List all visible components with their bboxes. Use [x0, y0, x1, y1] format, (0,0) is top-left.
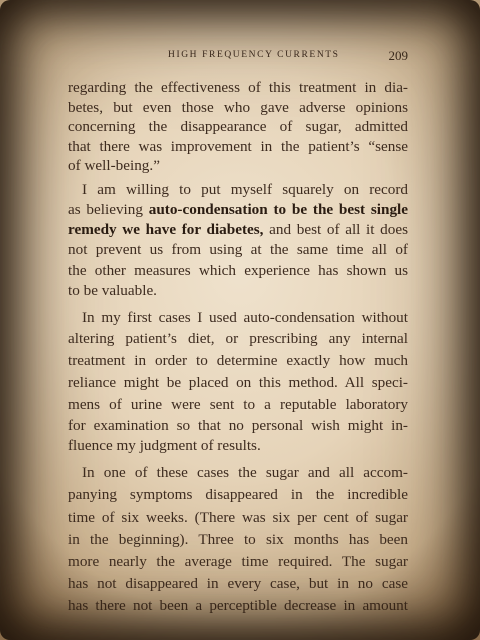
paragraph-1-line-3: concerning the disappearance of sugar, admitted [68, 118, 408, 135]
paragraph-4-line-6: has not disappeared in every case, but in no case [68, 575, 408, 592]
paragraph-4-line-7: has there not been a perceptible decrease in amount [68, 597, 408, 614]
header-title: HIGH FREQUENCY CURRENTS [168, 50, 340, 60]
paragraph-4-line-5: more nearly the average time required. The sugar [68, 553, 408, 570]
paragraph-2-line-5: the other measures which experience has shown us [68, 262, 408, 279]
bold-claim-part-1: auto-condensation to be the best single [148, 201, 408, 218]
paragraph-4-line-2: panying symptoms disappeared in the incredible [68, 486, 408, 503]
paragraph-2-line-4: not prevent us from using at the same time all of [68, 241, 408, 258]
paragraph-4-line-4: in the beginning). Three to six months has been [68, 531, 408, 548]
bold-claim-part-2: remedy we have for diabetes, [68, 221, 264, 238]
paragraph-3-line-7: fluence my judgment of results. [68, 437, 261, 454]
paragraph-2-line-2 [68, 200, 408, 220]
paragraph-3-line-5: mens of urine were sent to a reputable laboratory [68, 396, 408, 413]
paragraph-2-line-1: I am willing to put myself squarely on record [82, 181, 408, 198]
paragraph-2-line-3 [68, 220, 408, 240]
page-number: 209 [388, 48, 408, 63]
paragraph-2-line-3-text: and best of all it does [263, 221, 408, 238]
running-head [68, 50, 408, 66]
paragraph-3-line-4: reliance might be placed on this method. All speci- [68, 374, 408, 391]
paragraph-3-line-3: treatment in order to determine exactly how much [68, 352, 408, 369]
paragraph-4-line-1: In one of these cases the sugar and all accom- [82, 464, 408, 481]
paragraph-1-line-2: betes, but even those who gave adverse opinions [68, 99, 408, 116]
paragraph-3-line-6: for examination so that no personal wish might in- [68, 417, 408, 434]
paragraph-1-line-5: of well-being.” [68, 157, 160, 174]
paragraph-1-line-4: that there was improvement in the patient’s “sense [68, 138, 408, 155]
paragraph-4-line-3: time of six weeks. (There was six per cent of sugar [68, 509, 408, 526]
paragraph-2-line-6: to be valuable. [68, 282, 157, 299]
paragraph-3-line-2: altering patient’s diet, or prescribing any internal [68, 330, 408, 347]
paragraph-1-line-1: regarding the effectiveness of this treatment in dia- [68, 79, 408, 96]
paragraph-2-line-2-text: as believing [68, 201, 149, 218]
paragraph-3-line-1: In my first cases I used auto-condensation without [82, 309, 408, 326]
